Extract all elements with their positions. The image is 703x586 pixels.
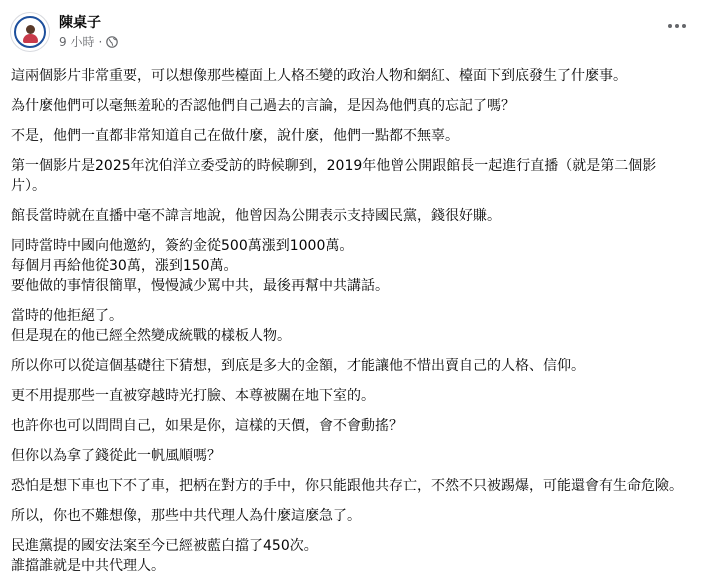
post-paragraph: 恐怕是想下車也下不了車，把柄在對方的手中，你只能跟他共存亡，不然不只被踢爆，可能還會有生命危險。 xyxy=(11,478,683,494)
avatar[interactable] xyxy=(10,12,50,52)
post-paragraph: 更不用提那些一直被穿越時光打臉、本尊被關在地下室的。 xyxy=(11,388,375,404)
post-paragraph: 所以你可以從這個基礎往下猜想，到底是多大的金額，才能讓他不惜出賣自己的人格、信仰。 xyxy=(11,358,585,374)
post-paragraph: 也許你也可以問問自己，如果是你，這樣的天價，會不會動搖？ xyxy=(11,418,403,434)
post-subline xyxy=(59,34,118,50)
post-paragraph: 這兩個影片非常重要，可以想像那些檯面上人格丕變的政治人物和網紅、檯面下到底發生了什麼事。 xyxy=(11,68,627,84)
post-paragraph: 所以，你也不難想像，那些中共代理人為什麼這麼急了。 xyxy=(11,508,361,524)
post-paragraph: 第一個影片是2025年沈伯洋立委受訪的時候聊到，2019年他曾公開跟館長一起進行直播（就是第二個影片）。 xyxy=(11,158,657,194)
post-paragraph: 館長當時就在直播中毫不諱言地說，他曾因為公開表示支持國民黨，錢很好賺。 xyxy=(11,208,501,224)
avatar-face xyxy=(26,25,35,34)
avatar-body xyxy=(23,34,38,43)
post-body xyxy=(11,66,691,586)
separator-dot: · xyxy=(98,35,103,49)
post-paragraph: 不是，他們一直都非常知道自己在做什麼，說什麼，他們一點都不無辜。 xyxy=(11,128,459,144)
post-paragraph: 為什麼他們可以毫無羞恥的否認他們自己過去的言論，是因為他們真的忘記了嗎？ xyxy=(11,98,515,114)
post-paragraph: 同時當時中國向他邀約，簽約金從500萬漲到1000萬。 每個月再給他從30萬，漲到150萬。 要他做的事情很簡單，慢慢減少罵中共，最後再幫中共講話。 xyxy=(11,238,389,294)
author-name[interactable]: 陳桌子 xyxy=(59,15,101,31)
post-meta xyxy=(59,14,118,50)
post-paragraph: 當時的他拒絕了。 但是現在的他已經全然變成統戰的樣板人物。 xyxy=(11,308,291,344)
post-paragraph: 但你以為拿了錢從此一帆風順嗎？ xyxy=(11,448,221,464)
globe-icon[interactable] xyxy=(106,36,118,48)
more-options-icon[interactable] xyxy=(663,16,691,36)
post-time[interactable]: 9 小時 xyxy=(59,35,95,49)
post-paragraph: 民進黨提的國安法案至今已經被藍白擋了450次。 誰擋誰就是中共代理人。 xyxy=(11,538,318,574)
post-header xyxy=(10,12,118,52)
